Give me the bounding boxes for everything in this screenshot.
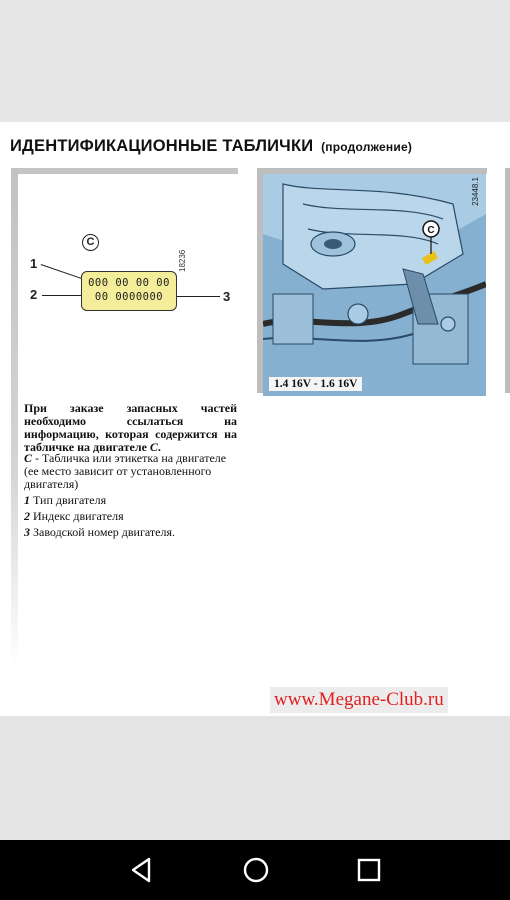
right-column-sidebar	[505, 168, 510, 393]
title-suffix: (продолжение)	[321, 140, 413, 154]
home-icon	[241, 855, 271, 885]
recents-icon	[354, 855, 384, 885]
diagram-marker-c: C	[82, 234, 99, 251]
site-watermark-link[interactable]: www.Megane-Club.ru	[270, 687, 448, 713]
legend-key-1: 1	[24, 493, 30, 507]
legend-key-2: 2	[24, 509, 30, 523]
engine-marker-c: C	[427, 225, 435, 236]
engine-plate	[81, 271, 177, 311]
plate-line-1: 000 00 00 00	[88, 277, 170, 289]
title-text: ИДЕНТИФИКАЦИОННЫЕ ТАБЛИЧКИ	[10, 137, 314, 155]
legend-item-3	[24, 526, 237, 539]
page-title	[10, 137, 412, 156]
legend-key-c: C	[24, 451, 33, 465]
legend-item-c	[24, 452, 237, 491]
legend-item-1	[24, 494, 237, 507]
label-2: 2	[30, 287, 38, 302]
legend-text-c: - Табличка или этикетка на двигателе (ее место зависит от установленного двигателя)	[24, 451, 227, 491]
ordering-paragraph	[24, 402, 237, 454]
paragraph-lead: При заказе запасных частей необходимо ссылаться на информацию, которая содержится на табличке на двигателе	[24, 401, 237, 454]
leader-line-3	[175, 296, 220, 297]
label-3: 3	[223, 289, 231, 304]
paragraph-key: C	[149, 440, 158, 454]
back-button[interactable]	[127, 855, 157, 885]
engine-caption: 1.4 16V - 1.6 16V	[269, 377, 362, 391]
manual-page	[0, 122, 510, 716]
legend-text-1: Тип двигателя	[30, 493, 107, 507]
left-column-rule	[11, 168, 238, 174]
legend-text-2: Индекс двигателя	[30, 509, 124, 523]
top-blank-area	[0, 0, 510, 122]
legend-list	[24, 452, 237, 542]
recents-button[interactable]	[354, 855, 384, 885]
back-icon	[127, 855, 157, 885]
diagram-ref-code: 18236	[178, 249, 187, 272]
engine-drawing	[263, 174, 486, 396]
label-1: 1	[30, 256, 38, 271]
paragraph-end: .	[157, 440, 161, 454]
left-column-sidebar	[11, 168, 18, 668]
plate-line-2: 00 0000000	[94, 291, 164, 303]
engine-ref-code: 23448.1	[471, 177, 480, 206]
legend-text-3: Заводской номер двигателя.	[30, 525, 175, 539]
plate-diagram	[25, 234, 245, 322]
bottom-blank-area	[0, 716, 510, 840]
engine-illustration	[263, 174, 486, 396]
legend-item-2	[24, 510, 237, 523]
legend-key-3: 3	[24, 525, 30, 539]
home-button[interactable]	[241, 855, 271, 885]
android-navigation-bar	[0, 840, 510, 900]
